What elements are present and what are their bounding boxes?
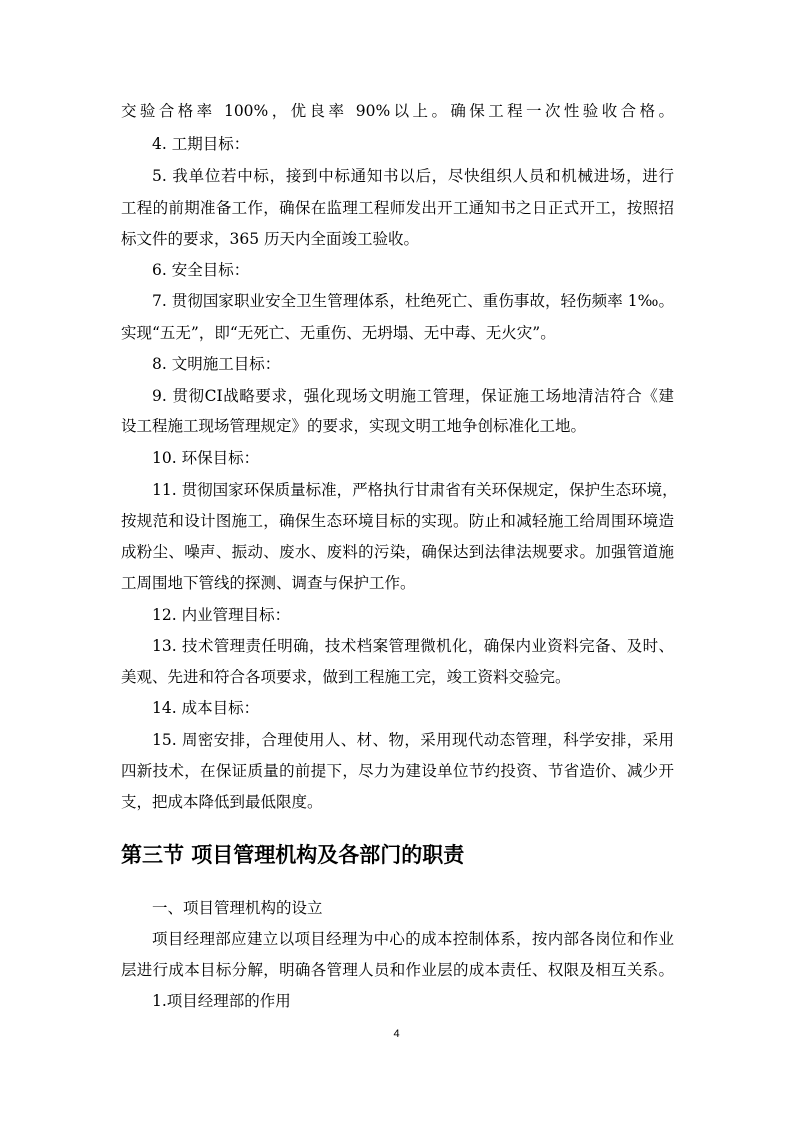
text-line: 15. 周密安排，合理使用人、材、物，采用现代动态管理，科学安排，采用 bbox=[152, 731, 674, 749]
text-line: 4. 工期目标： bbox=[152, 135, 250, 153]
text-line: 四新技术，在保证质量的前提下，尽力为建设单位节约投资、节省造价、减少开 bbox=[121, 762, 674, 780]
text-line: 5. 我单位若中标，接到中标通知书以后，尽快组织人员和机械进场，进行 bbox=[152, 167, 674, 185]
text-line: 6. 安全目标： bbox=[152, 261, 250, 279]
text-line: 10. 环保目标： bbox=[152, 449, 260, 467]
text-line: 1.项目经理部的作用 bbox=[152, 992, 291, 1010]
text-line: 层进行成本目标分解，明确各管理人员和作业层的成本责任、权限及相互关系。 bbox=[121, 961, 674, 979]
text-line: 工周围地下管线的探测、调查与保护工作。 bbox=[121, 574, 416, 592]
text-line: 交验合格率 100%，优良率 90%以上。确保工程一次性验收合格。 bbox=[121, 102, 674, 120]
text-line: 按规范和设计图施工，确保生态环境目标的实现。防止和减轻施工给周围环境造 bbox=[121, 512, 674, 530]
page-number: 4 bbox=[393, 1028, 400, 1040]
text-line: 项目经理部应建立以项目经理为中心的成本控制体系，按内部各岗位和作业 bbox=[152, 930, 674, 948]
section-heading: 第三节 项目管理机构及各部门的职责 bbox=[121, 843, 465, 867]
text-line: 设工程施工现场管理规定》的要求，实现文明工地争创标准化工地。 bbox=[121, 417, 587, 435]
subheading: 一、项目管理机构的设立 bbox=[152, 899, 323, 917]
text-line: 12. 内业管理目标： bbox=[152, 606, 291, 624]
text-line: 工程的前期准备工作，确保在监理工程师发出开工通知书之日正式开工，按照招 bbox=[121, 199, 674, 217]
text-line: 标文件的要求，365 历天内全面竣工验收。 bbox=[121, 230, 420, 248]
text-line: 实现“五无”，即“无死亡、无重伤、无坍塌、无中毒、无火灾”。 bbox=[121, 324, 556, 342]
text-line: 11. 贯彻国家环保质量标准，严格执行甘肃省有关环保规定，保护生态环境， bbox=[152, 481, 678, 499]
text-line: 14. 成本目标： bbox=[152, 699, 260, 717]
text-line: 13. 技术管理责任明确，技术档案管理微机化，确保内业资料完备、及时、 bbox=[152, 637, 674, 655]
text-line: 支，把成本降低到最低限度。 bbox=[121, 793, 323, 811]
text-line: 美观、先进和符合各项要求，做到工程施工完，竣工资料交验完。 bbox=[121, 668, 571, 686]
text-line: 8. 文明施工目标： bbox=[152, 355, 281, 373]
text-line: 9. 贯彻CI战略要求，强化现场文明施工管理，保证施工场地清洁符合《建 bbox=[152, 387, 674, 405]
text-line: 7. 贯彻国家职业安全卫生管理体系，杜绝死亡、重伤事故，轻伤频率 1‰。 bbox=[152, 292, 674, 310]
text-line: 成粉尘、噪声、振动、废水、废料的污染，确保达到法律法规要求。加强管道施 bbox=[121, 543, 674, 561]
